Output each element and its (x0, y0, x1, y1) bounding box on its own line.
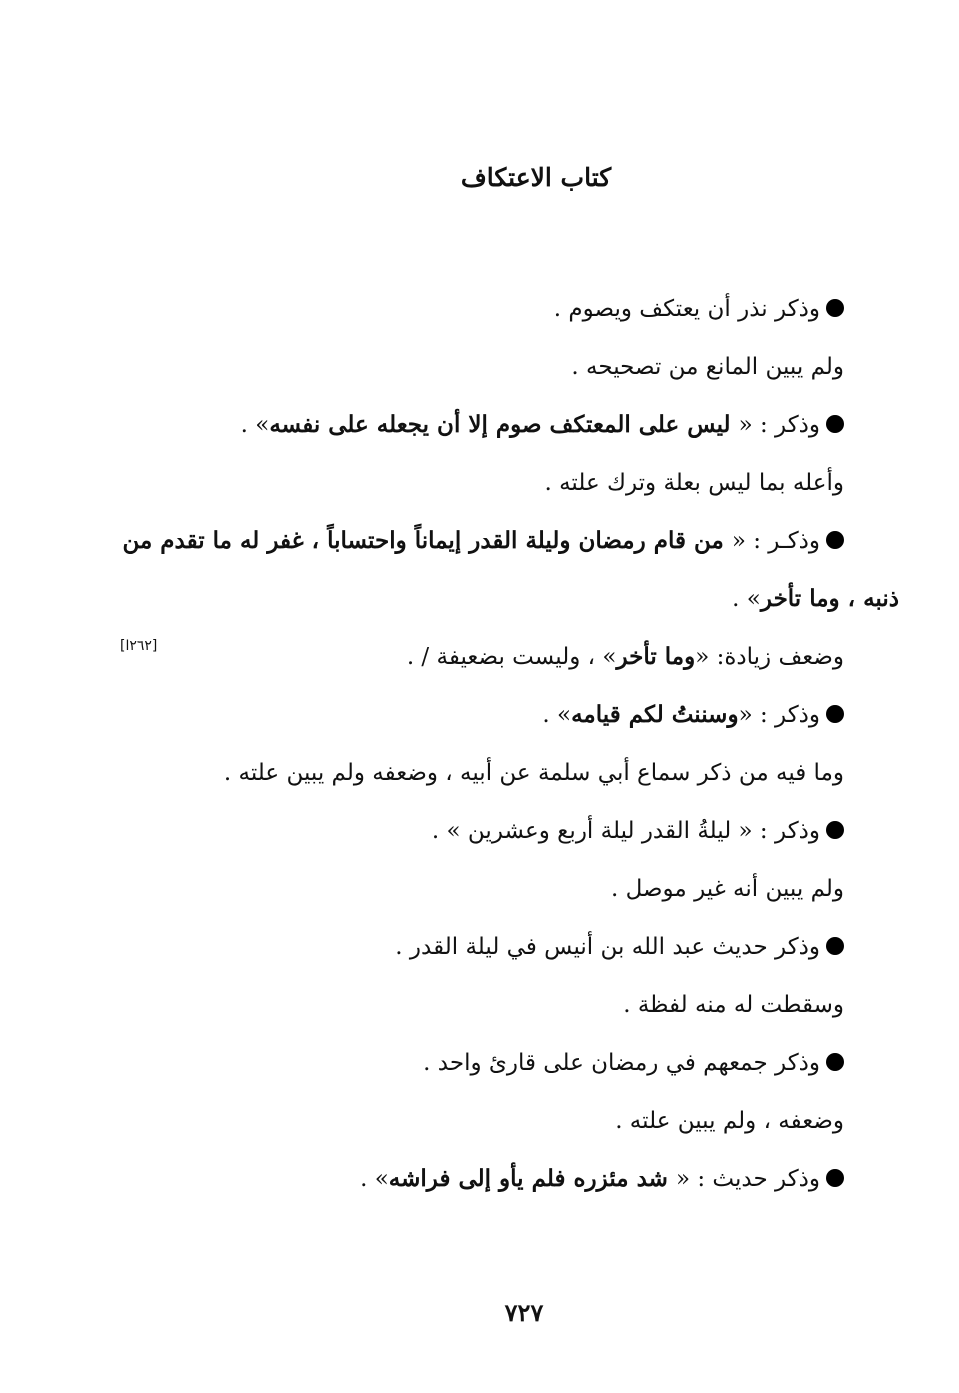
text-line-3: وذكر : « ليس على المعتكف صوم إلا أن يجعله على نفسه» . (144, 396, 844, 454)
text-line-4: وأعله بما ليس بعلة وترك علته . (544, 470, 844, 496)
bullet-icon (826, 1169, 844, 1187)
margin-reference: [٢٦٢ا] (120, 638, 158, 654)
text-line-14: وذكر جمعهم في رمضان على قارئ واحد . (144, 1034, 844, 1092)
text-line-10: وذكر : « ليلةُ القدر ليلة أربع وعشرين » . (144, 802, 844, 860)
page-title: كتاب الاعتكاف (460, 163, 612, 192)
bullet-icon (826, 821, 844, 839)
bullet-icon (826, 415, 844, 433)
text-line-6: ذنبه ، وما تأخر» . (732, 585, 899, 612)
text-line-1: وذكر نذر أن يعتكف ويصوم . (144, 280, 844, 338)
text-line-7: وضعف زيادة: «وما تأخر» ، وليست بضعيفة / . (406, 643, 844, 670)
text-line-2: ولم يبين المانع من تصحيحه . (571, 354, 844, 380)
page-number: ٧٢٧ (504, 1298, 544, 1327)
bullet-icon (826, 937, 844, 955)
text-line-11: ولم يبين أنه غير موصل . (610, 876, 844, 902)
bullet-icon (826, 531, 844, 549)
text-line-9: وما فيه من ذكر سماع أبي سلمة عن أبيه ، وضعفه ولم يبين علته . (223, 760, 844, 786)
text-line-5: وذكـر : « من قام رمضان وليلة القدر إيماناً واحتساباً ، غفر له ما تقدم من (144, 512, 844, 570)
text-line-12: وذكر حديث عبد الله بن أنيس في ليلة القدر . (144, 918, 844, 976)
bullet-icon (826, 705, 844, 723)
text-line-13: وسقطت له منه لفظة . (623, 992, 844, 1018)
text-line-16: وذكر حديث : « شد مئزره فلم يأو إلى فراشه» . (144, 1150, 844, 1208)
text-line-8: وذكر : «وسننتُ لكم قيامه» . (144, 686, 844, 744)
bullet-icon (826, 299, 844, 317)
text-line-15: وضعفه ، ولم يبين علته . (615, 1108, 844, 1134)
bullet-icon (826, 1053, 844, 1071)
